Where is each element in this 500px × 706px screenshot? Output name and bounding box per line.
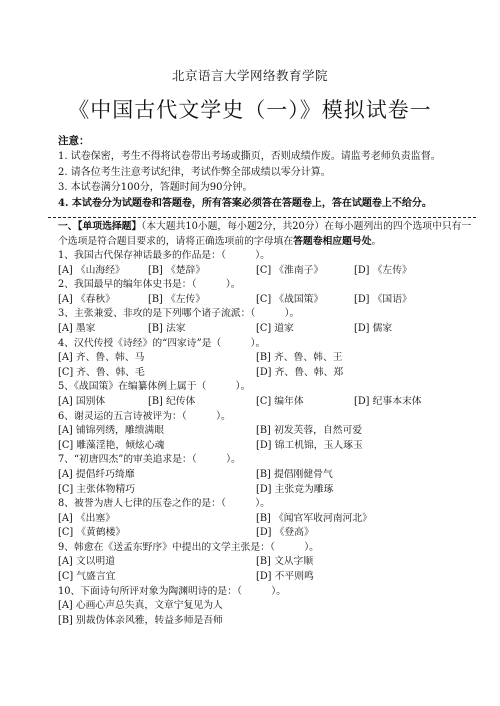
options-row <box>58 512 478 527</box>
question-stem: 2、我国最早的编年体史书是：（ ）。 <box>58 279 241 291</box>
question-stem: 6、谢灵运的五言诗被评为：（ ）。 <box>58 410 231 422</box>
answer-option: [B] 文从字顺 <box>256 556 314 568</box>
question-stem: 10、下面诗句所评对象为陶渊明诗的是：（ ）。 <box>58 585 286 597</box>
answer-option: [B] 提倡刚健骨气 <box>256 468 333 480</box>
answer-option: [C] 主张体物精巧 <box>58 483 136 495</box>
questions-section <box>58 220 478 628</box>
section-end: 。 <box>371 235 382 247</box>
answer-option: [A] 齐、鲁、韩、马 <box>58 352 145 364</box>
question-stem: 1、我国古代保存神话最多的作品是：（ ）。 <box>58 250 270 261</box>
answer-option: [A] 心画心声总失真，文章宁复见为人 <box>58 600 223 612</box>
answer-option: [A] 文以明道 <box>58 556 116 568</box>
answer-option: [B] 别裁伪体亲风雅，转益多师是吾师 <box>58 614 223 626</box>
question-stem: 3、主张兼爱、非攻的是下列哪个诸子流派：（ ）。 <box>58 308 300 320</box>
note-item: 2. 请各位考生注意考试纪律，考试作弊全部成绩以零分计算。 <box>58 166 331 178</box>
answer-option: [A] 《出塞》 <box>58 512 116 524</box>
answer-option: [D] 锦工机锦，玉人琢玉 <box>256 439 363 451</box>
options-row <box>58 322 478 337</box>
notes-section <box>58 134 478 211</box>
options-row <box>58 424 478 439</box>
note-item-emphasis: 4. 本试卷分为试题卷和答题卷，所有答案必须答在答题卷上，答在试题卷上不给分。 <box>58 197 432 209</box>
answer-option: [B] 《楚辞》 <box>148 264 206 276</box>
answer-option: [C] 齐、鲁、韩、毛 <box>58 366 145 378</box>
answer-option: [A] 《春秋》 <box>58 293 116 305</box>
answer-option: [D] 《登高》 <box>256 527 314 539</box>
section-instructions <box>58 220 478 249</box>
answer-option: [C] 《淮南子》 <box>256 264 324 276</box>
answer-option: [B] 法家 <box>148 322 186 334</box>
answer-option: [C] 《战国策》 <box>256 293 324 305</box>
answer-option: [D] 儒家 <box>354 322 393 334</box>
options-row <box>58 614 478 629</box>
options-row <box>58 293 478 308</box>
question-stem: 8、被誉为唐人七律的压卷之作的是：（ ）。 <box>58 498 270 510</box>
answer-option: [D] 《国语》 <box>354 293 412 305</box>
note-item: 1. 试卷保密，考生不得将试卷带出考场或撕页，否则成绩作废。请监考老师负责监督。 <box>58 151 441 162</box>
answer-option: [A] 国别体 <box>58 395 106 407</box>
answer-option: [C] 《黄鹤楼》 <box>58 527 126 539</box>
answer-option: [D] 《左传》 <box>354 264 412 276</box>
answer-option: [B] 齐、鲁、韩、王 <box>256 352 343 364</box>
answer-option: [C] 雕藻淫艳，倾炫心魂 <box>58 439 165 451</box>
answer-option: [C] 气盛言宜 <box>58 571 116 583</box>
note-item: 3. 本试卷满分100分，答题时间为90分钟。 <box>58 182 253 193</box>
answer-option: [B] 纪传体 <box>148 395 196 407</box>
question-stem: 7、“初唐四杰”的审美追求是：（ ）。 <box>58 454 241 466</box>
options-row <box>58 570 478 585</box>
answer-option: [D] 不平则鸣 <box>256 571 314 583</box>
answer-option: [A] 铺锦列绣，雕缋满眼 <box>58 425 165 437</box>
answer-option: [D] 主张竞为雕琢 <box>256 483 334 495</box>
dashed-divider <box>48 217 476 218</box>
options-row <box>58 526 478 541</box>
options-row <box>58 395 478 410</box>
options-row <box>58 483 478 498</box>
answer-option: [D] 齐、鲁、韩、郑 <box>256 366 344 378</box>
options-row <box>58 555 478 570</box>
options-row <box>58 351 478 366</box>
question-stem: 4、汉代传授《诗经》的“四家诗”是（ ）。 <box>58 337 266 349</box>
question-stem: 9、韩愈在《送孟东野序》中提出的文学主张是：（ ）。 <box>58 541 319 553</box>
answer-option: [B] 初发芙蓉，自然可爱 <box>256 425 363 437</box>
notes-heading: 注意： <box>58 135 90 147</box>
answer-option: [B] 《闻官军收河南河北》 <box>256 512 372 524</box>
options-row <box>58 264 478 279</box>
options-row <box>58 366 478 381</box>
answer-option: [A] 提倡纤巧绮靡 <box>58 468 135 480</box>
answer-option: [C] 道家 <box>256 322 294 334</box>
question-stem: 5、《战国策》在编纂体例上属于（ ）。 <box>58 381 251 393</box>
answer-option: [A] 墨家 <box>58 322 96 334</box>
answer-option: [B] 《左传》 <box>148 293 206 305</box>
options-row <box>58 599 478 614</box>
options-row <box>58 439 478 454</box>
answer-option: [D] 纪事本末体 <box>354 395 422 407</box>
answer-option: [A] 《山海经》 <box>58 264 125 276</box>
options-row <box>58 468 478 483</box>
institution-name: 北京语言大学网络教育学院 <box>171 68 328 83</box>
question-list <box>58 249 478 628</box>
section-text: （本大题共10小题，每小题2分，共20分）在每小题列出的四个选项中只有一个选项是符合题目要求的，请将正确选项前的字母填在 <box>58 221 472 247</box>
answer-option: [C] 编年体 <box>256 395 304 407</box>
section-label: 一、【单项选择题】 <box>58 221 142 232</box>
section-emphasis: 答题卷相应题号处 <box>293 235 372 247</box>
exam-title: 《中国古代文学史（一）》模拟试卷一 <box>68 98 432 122</box>
